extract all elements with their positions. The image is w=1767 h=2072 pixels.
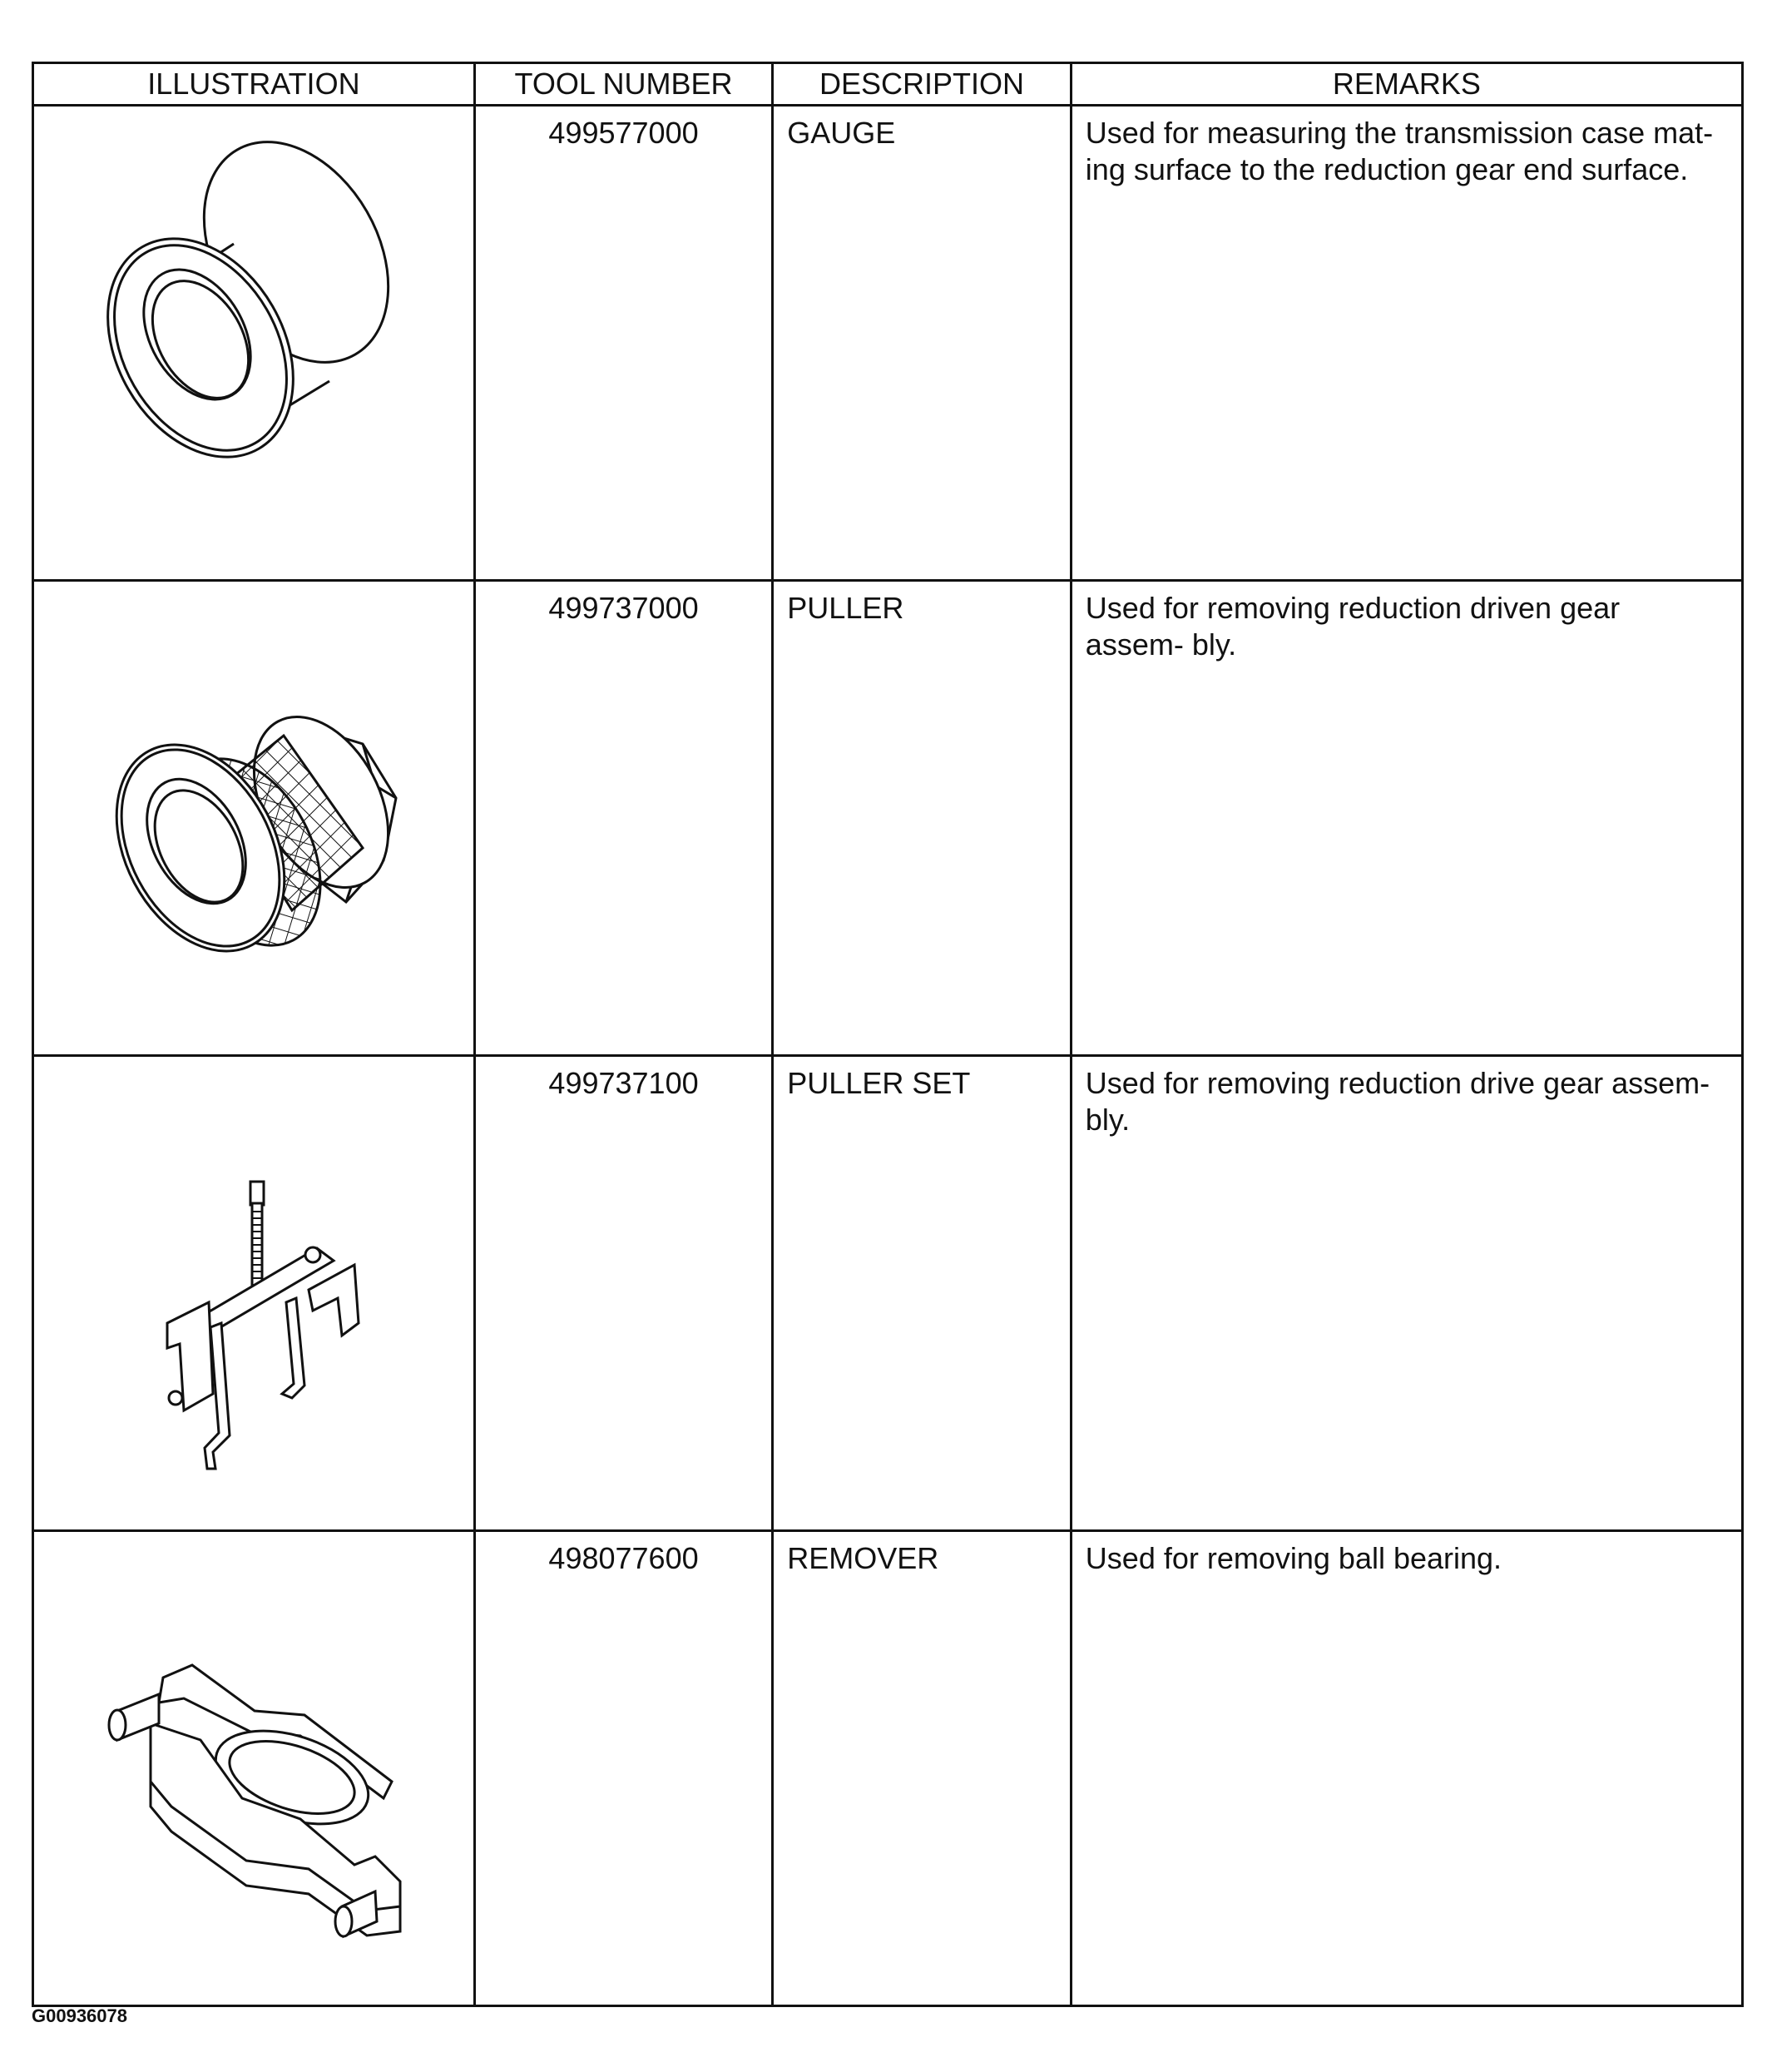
special-tools-table <box>32 62 1744 2007</box>
description-cell: PULLER <box>773 581 1072 1056</box>
table-header-row <box>33 63 1743 106</box>
remarks-cell: Used for measuring the transmission case mat- ing surface to the reduction gear end surface. <box>1071 106 1742 581</box>
header-remarks: REMARKS <box>1071 63 1742 106</box>
illustration-cell <box>33 106 475 581</box>
remover-tool-icon <box>34 1532 475 1996</box>
remarks-cell: Used for removing reduction drive gear assem- bly. <box>1071 1056 1742 1531</box>
table-row <box>33 1056 1743 1531</box>
illustration-cell <box>33 581 475 1056</box>
illustration-cell <box>33 1056 475 1531</box>
table-row <box>33 581 1743 1056</box>
document-code: G00936078 <box>32 2005 127 2026</box>
description-cell: PULLER SET <box>773 1056 1072 1531</box>
header-illustration: ILLUSTRATION <box>33 63 475 106</box>
table-row <box>33 106 1743 581</box>
gauge-tool-icon <box>34 107 475 571</box>
puller-set-tool-icon <box>34 1057 475 1521</box>
tool-number-cell: 499577000 <box>474 106 773 581</box>
header-tool-number: TOOL NUMBER <box>474 63 773 106</box>
header-description: DESCRIPTION <box>773 63 1072 106</box>
description-cell: REMOVER <box>773 1531 1072 2006</box>
remarks-cell: Used for removing ball bearing. <box>1071 1531 1742 2006</box>
remarks-cell: Used for removing reduction driven gear assem- bly. <box>1071 581 1742 1056</box>
table-row <box>33 1531 1743 2006</box>
tool-number-cell: 499737000 <box>474 581 773 1056</box>
puller-tool-icon <box>34 582 475 1046</box>
description-cell: GAUGE <box>773 106 1072 581</box>
tool-number-cell: 498077600 <box>474 1531 773 2006</box>
illustration-cell <box>33 1531 475 2006</box>
tool-number-cell: 499737100 <box>474 1056 773 1531</box>
